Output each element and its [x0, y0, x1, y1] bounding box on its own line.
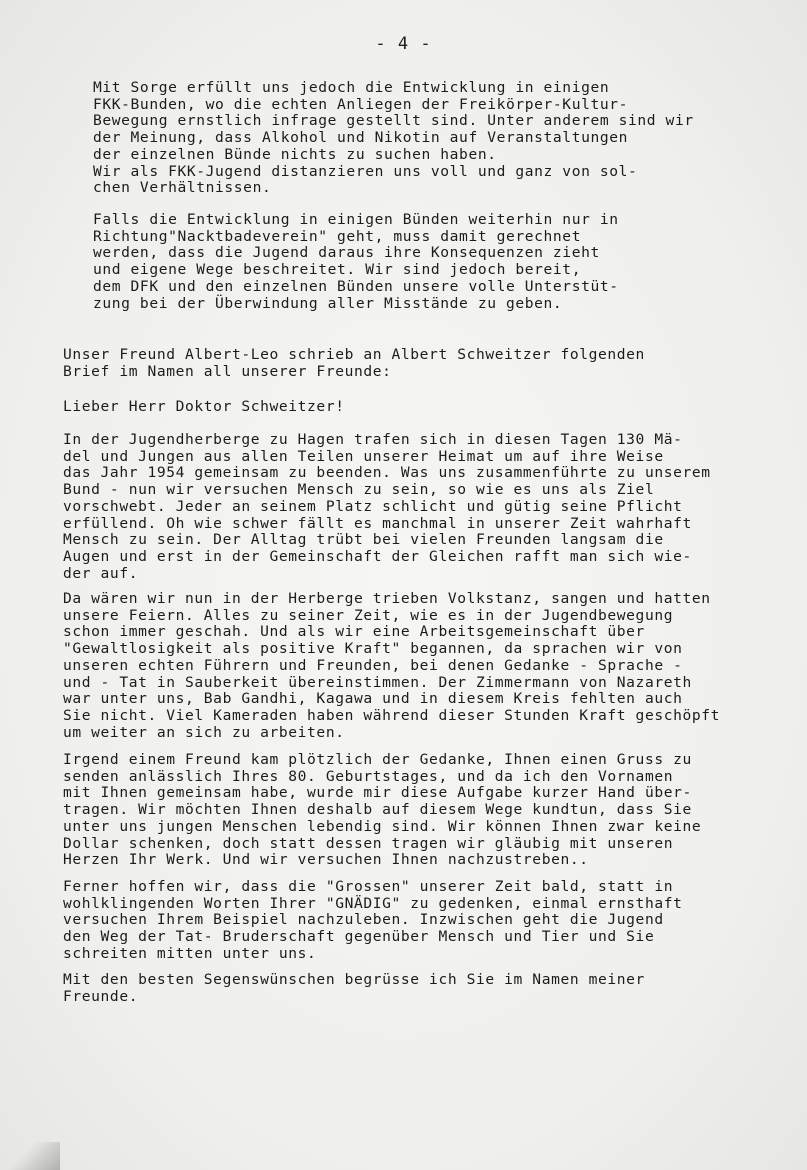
scan-edge-shadow [0, 1142, 60, 1170]
letter-salutation: Lieber Herr Doktor Schweitzer! [63, 398, 345, 415]
letter-paragraph-4: Ferner hoffen wir, dass die "Grossen" unserer Zeit bald, statt in wohlklingenden Worten Ihrer "GNÄDIG" zu gedenken, einmal ernsthaft versuchen Ihrem Beispiel nachzuleben. Inzwischen geht die Jugend den Weg der Tat- Bruderschaft gegenüber Mensch und Tier und Sie schreiten mitten unter uns. [63, 878, 683, 962]
letter-paragraph-2: Da wären wir nun in der Herberge trieben Volkstanz, sangen und hatten unsere Feiern. Alles zu seiner Zeit, wie es in der Jugendbewegung schon immer geschah. Und als wir eine Arbeitsgemeinschaft über "Gewaltlosigkeit als positive Kraft" begannen, da sprachen wir von unseren echten Führern und Freunden, bei denen Gedanke - Sprache - und - Tat in Sauberkeit übereinstimmen. Der Zimmermann von Nazareth war unter uns, Bab Gandhi, Kagawa und in diesem Kreis fehlten auch Sie nicht. Viel Kameraden haben während dieser Stunden Kraft geschöpft um weiter an sich zu arbeiten. [63, 590, 721, 741]
letter-closing: Mit den besten Segenswünschen begrüsse ich Sie im Namen meiner Freunde. [63, 971, 645, 1005]
letter-paragraph-3: Irgend einem Freund kam plötzlich der Gedanke, Ihnen einen Gruss zu senden anlässlich Ihres 80. Geburtstages, und da ich den Vornamen mit Ihnen gemeinsam habe, wurde mir diese Aufgabe kurzer Hand über- tragen. Wir möchten Ihnen deshalb auf diesem Wege kundtun, dass Sie unter uns jungen Menschen lebendig sind. Wir können Ihnen zwar keine Dollar schenken, doch statt dessen tragen wir gläubig mit unseren Herzen Ihr Werk. Und wir versuchen Ihnen nachzustreben.. [63, 751, 702, 869]
letter-introduction: Unser Freund Albert-Leo schrieb an Albert Schweitzer folgenden Brief im Namen all unserer Freunde: [63, 346, 645, 380]
letter-paragraph-1: In der Jugendherberge zu Hagen trafen sich in diesen Tagen 130 Mä- del und Jungen aus allen Teilen unserer Heimat um auf ihre Weise das Jahr 1954 gemeinsam zu beenden. Was uns zusammenführte zu unserem Bund - nun wir versuchen Mensch zu sein, so wie es uns als Ziel vorschwebt. Jeder an seinem Platz schlicht und gütig seine Pflicht erfüllend. Oh wie schwer fällt es manchmal in unserer Zeit wahrhaft Mensch zu sein. Der Alltag trübt bei vielen Freunden langsam die Augen und erst in der Gemeinschaft der Gleichen rafft man sich wie- der auf. [63, 431, 711, 582]
paragraph-fkk-development: Falls die Entwicklung in einigen Bünden weiterhin nur in Richtung"Nacktbadeverein" geht, muss damit gerechnet werden, dass die Jugend daraus ihre Konsequenzen zieht und eigene Wege beschreitet. Wir sind jedoch bereit, dem DFK und den einzelnen Bünden unsere volle Unterstüt- zung bei der Überwindung aller Misstände zu geben. [93, 211, 619, 312]
paragraph-fkk-concern: Mit Sorge erfüllt uns jedoch die Entwicklung in einigen FKK-Bunden, wo die echten Anliegen der Freikörper-Kultur- Bewegung ernstlich infrage gestellt sind. Unter anderem sind wir der Meinung, dass Alkohol und Nikotin auf Veranstaltungen der einzelnen Bünde nichts zu suchen haben. Wir als FKK-Jugend distanzieren uns voll und ganz von sol- chen Verhältnissen. [93, 79, 694, 197]
page-number: - 4 - [375, 34, 432, 54]
